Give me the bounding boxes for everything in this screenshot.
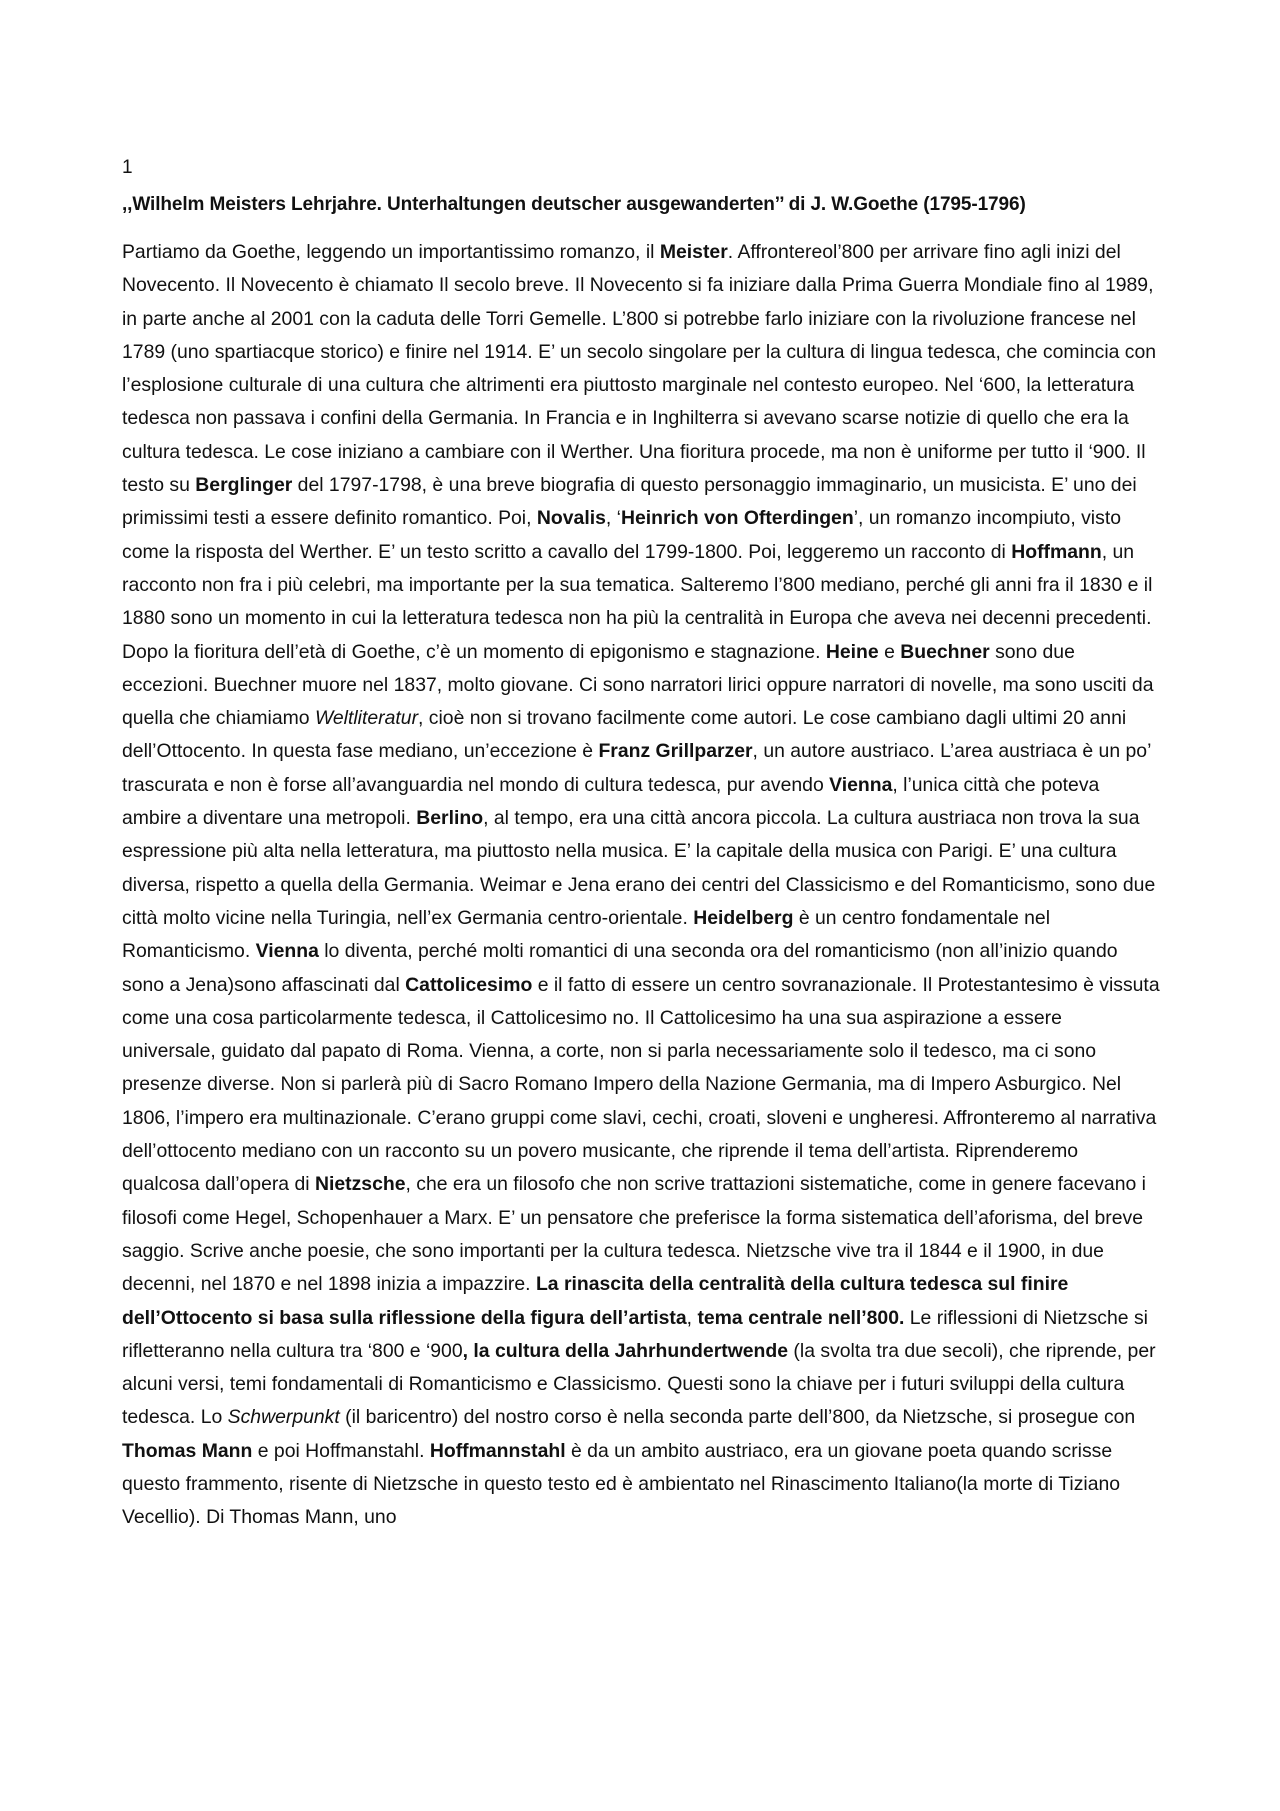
text-run: , xyxy=(686,1306,698,1329)
bold-run: Thomas Mann xyxy=(122,1439,253,1462)
italic-run: Weltliteratur xyxy=(314,707,419,730)
text-run: , un racconto non fra i più celebri, ma importante per la sua tematica. Salteremo l’800 mediano, perché gli anni fra il 1830 e il 1880 sono un momento in cui la letteratura tedesca non ha più la centralità in Europa che aveva nei decenni precedenti. Dopo la fioritura dell’età di Goethe, c’è un momento di epigonismo e stagnazione. xyxy=(122,540,1153,663)
body-paragraph xyxy=(122,236,1160,1535)
bold-run: Buechner xyxy=(900,640,990,663)
document-title: ,,Wilhelm Meisters Lehrjahre. Unterhaltungen deutscher ausgewanderten’’ di J. W.Goethe (1795-1796) xyxy=(122,194,1026,215)
text-run: e poi Hoffmanstahl. xyxy=(252,1439,430,1462)
text-run: , cioè non si trovano facilmente come autori. Le cose cambiano dagli ultimi 20 anni dell’Ottocento. In questa fase mediano, un’eccezione è xyxy=(122,707,1127,763)
text-run: e il fatto di essere un centro sovranazionale. Il Protestantesimo è vissuta come una cosa particolarmente tedesca, il Cattolicesimo no. Il Cattolicesimo ha una sua aspirazione a essere universale, guidato dal papato di Roma. Vienna, a corte, non si parla necessariamente solo il tedesco, ma ci sono presenze diverse. Non si parlerà più di Sacro Romano Impero della Nazione Germania, ma di Impero Asburgico. Nel 1806, l’impero era multinazionale. C’erano gruppi come slavi, cechi, croati, sloveni e ungheresi. Affronteremo al narrativa dell’ottocento mediano con un racconto su un povero musicante, che riprende il tema dell’artista. Riprenderemo qualcosa dall’opera di xyxy=(122,973,1160,1196)
text-run: sono due eccezioni. Buechner muore nel 1837, molto giovane. Ci sono narratori lirici oppure narratori di novelle, ma sono usciti da quella che chiamiamo xyxy=(122,640,1154,730)
bold-run: Cattolicesimo xyxy=(405,973,533,996)
bold-run: Heidelberg xyxy=(693,906,794,929)
text-run: , un autore austriaco. L’area austriaca è un po’ trascurata e non è forse all’avanguardia nel mondo di cultura tedesca, pur avendo xyxy=(122,740,1151,796)
bold-run: Hoffmann xyxy=(1011,540,1102,563)
text-run: Partiamo da Goethe, leggendo un importantissimo romanzo, il xyxy=(122,241,660,263)
bold-run: Franz Grillparzer xyxy=(598,740,753,763)
text-run: (la svolta tra due secoli), che riprende, per alcuni versi, temi fondamentali di Romanticismo e Classicismo. Questi sono la chiave per i futuri sviluppi della cultura tedesca. Lo xyxy=(122,1339,1156,1429)
bold-run: Meister xyxy=(659,241,728,263)
bold-run: tema centrale nell’800. xyxy=(697,1306,905,1329)
text-run: e xyxy=(878,640,901,663)
bold-run: Heinrich von Ofterdingen xyxy=(620,507,854,530)
bold-run: Berglinger xyxy=(195,474,293,497)
text-run: è da un ambito austriaco, era un giovane poeta quando scrisse questo frammento, risente di Nietzsche in questo testo ed è ambientato nel Rinascimento Italiano(la morte di Tiziano Vecellio). Di Thomas Mann, uno xyxy=(122,1439,1121,1529)
bold-run: Novalis xyxy=(536,507,606,530)
bold-run: , la cultura della Jahrhundertwende xyxy=(462,1339,789,1362)
bold-run: Nietzsche xyxy=(314,1173,406,1196)
bold-run: Vienna xyxy=(829,773,893,796)
text-run: lo diventa, perché molti romantici di una seconda ora del romanticismo (non all’inizio quando sono a Jena)sono affascinati dal xyxy=(122,940,1118,996)
text-run: , al tempo, era una città ancora piccola. La cultura austriaca non trova la sua espressione più alta nella letteratura, ma piuttosto nella musica. E’ la capitale della musica con Parigi. E’ una cultura diversa, rispetto a quella della Germania. Weimar e Jena erano dei centri del Classicismo e del Romanticismo, sono due città molto vicine nella Turingia, nell’ex Germania centro-orientale. xyxy=(122,807,1156,929)
italic-run: Schwerpunkt xyxy=(227,1406,340,1429)
bold-run: Hoffmannstahl xyxy=(429,1439,566,1462)
text-run: del 1797-1798, è una breve biografia di questo personaggio immaginario, un musicista. E’ uno dei primissimi testi a essere definito romantico. Poi, xyxy=(122,474,1137,530)
text-run: , l’unica città che poteva ambire a diventare una metropoli. xyxy=(122,773,1100,830)
page-number: 1 xyxy=(122,157,133,178)
text-run: , che era un filosofo che non scrive trattazioni sistematiche, come in genere facevano i filosofi come Hegel, Schopenhauer a Marx. E’ un pensatore che preferisce la forma sistematica dell’aforisma, del breve saggio. Scrive anche poesie, che sono importanti per la cultura tedesca. Nietzsche vive tra il 1844 e il 1900, in due decenni, nel 1870 e nel 1898 inizia a impazzire. xyxy=(122,1173,1146,1296)
text-run: (il baricentro) del nostro corso è nella seconda parte dell’800, da Nietzsche, si prosegue con xyxy=(339,1406,1136,1429)
bold-run: Berlino xyxy=(416,807,484,830)
text-run: . Affrontereol’800 per arrivare fino agli inizi del Novecento. Il Novecento è chiamato Il secolo breve. Il Novecento si fa iniziare dalla Prima Guerra Mondiale fino al 1989, in parte anche al 2001 con la caduta delle Torri Gemelle. L’800 si potrebbe farlo iniziare con la rivoluzione francese nel 1789 (uno spartiacque storico) e finire nel 1914. E’ un secolo singolare per la cultura di lingua tedesca, che comincia con l’esplosione culturale di una cultura che altrimenti era piuttosto marginale nel contesto europeo. Nel ‘600, la letteratura tedesca non passava i confini della Germania. In Francia e in Inghilterra si avevano scarse notizie di quello che era la cultura tedesca. Le cose iniziano a cambiare con il Werther. Una fioritura procede, ma non è uniforme per tutto il ‘900. Il testo su xyxy=(122,241,1157,497)
bold-run: Heine xyxy=(825,640,879,663)
bold-run: La rinascita della centralità della cultura tedesca sul finire dell’Ottocento si basa sulla riflessione della figura dell’artista xyxy=(122,1273,1069,1329)
text-run: è un centro fondamentale nel Romanticismo. xyxy=(122,906,1051,963)
text-run: , ‘ xyxy=(605,507,621,530)
bold-run: Vienna xyxy=(255,940,319,963)
text-run: ’, un romanzo incompiuto, visto come la risposta del Werther. E’ un testo scritto a cavallo del 1799-1800. Poi, leggeremo un racconto di xyxy=(122,507,1121,563)
text-run: Le riflessioni di Nietzsche si rifletteranno nella cultura tra ‘800 e ‘900 xyxy=(122,1306,1148,1362)
